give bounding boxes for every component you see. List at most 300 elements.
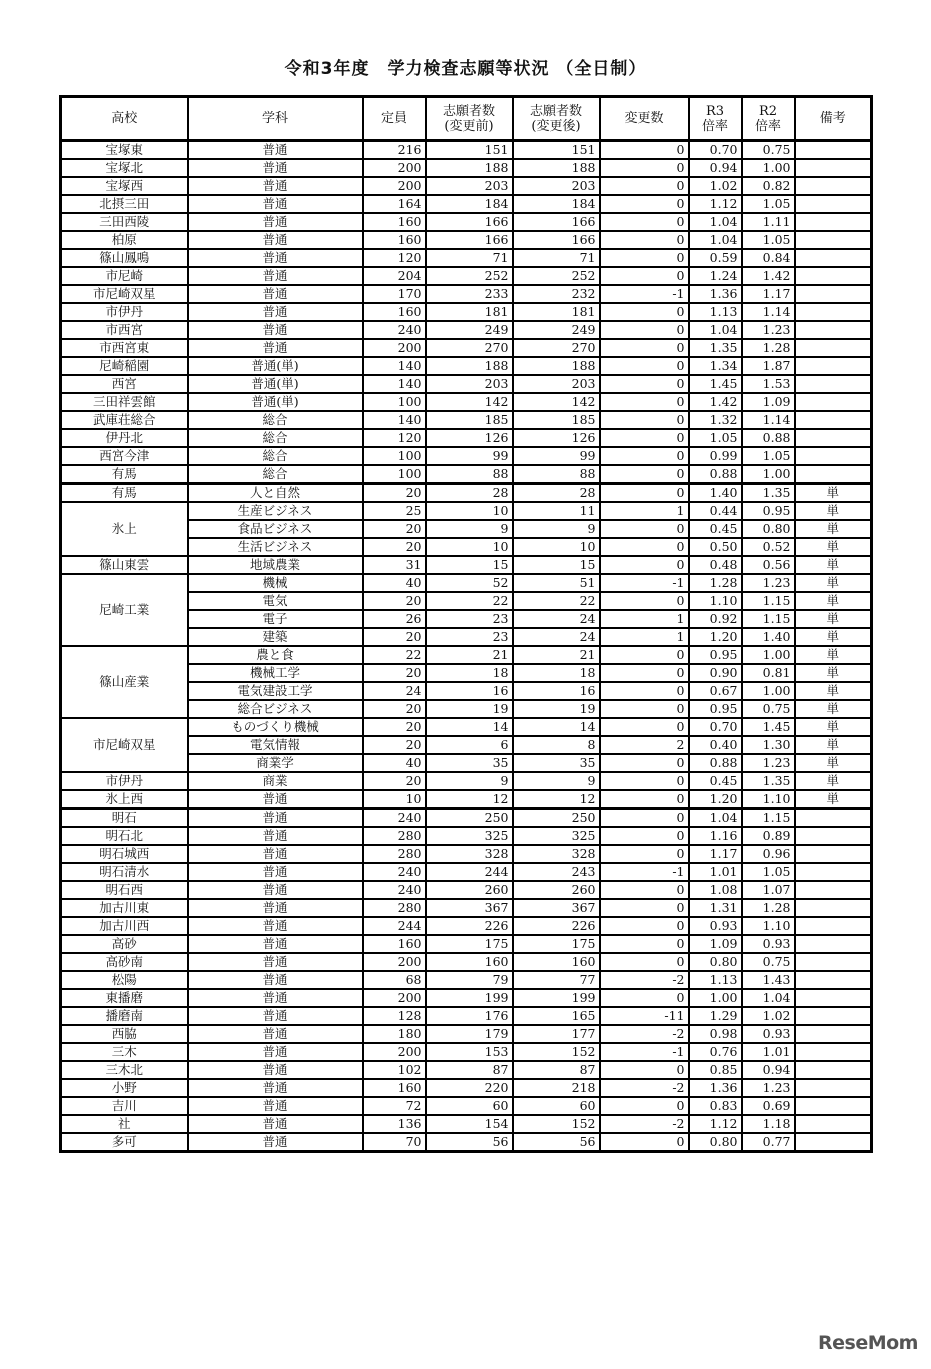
cell-r2-ratio: 0.95: [742, 502, 795, 520]
cell-capacity: 22: [363, 646, 426, 664]
cell-school: 市伊丹: [61, 303, 188, 321]
cell-note: [795, 267, 872, 285]
cell-capacity: 140: [363, 375, 426, 393]
cell-capacity: 24: [363, 682, 426, 700]
table-row: [61, 393, 872, 411]
header-change: 変更数: [600, 97, 689, 141]
cell-change: 0: [600, 249, 689, 267]
cell-department: 普通(単): [188, 375, 363, 393]
cell-capacity: 200: [363, 159, 426, 177]
cell-applicants-after: 166: [513, 231, 600, 249]
cell-applicants-after: 165: [513, 1007, 600, 1025]
cell-school: 市西宮東: [61, 339, 188, 357]
cell-capacity: 140: [363, 411, 426, 429]
cell-change: 0: [600, 303, 689, 321]
cell-applicants-before: 181: [426, 303, 513, 321]
cell-r3-ratio: 1.13: [689, 971, 742, 989]
table-row: [61, 953, 872, 971]
cell-department: 普通: [188, 917, 363, 935]
cell-department: ものづくり機械: [188, 718, 363, 736]
cell-school: 明石清水: [61, 863, 188, 881]
table-row: [61, 249, 872, 267]
cell-school: 加古川東: [61, 899, 188, 917]
cell-capacity: 200: [363, 177, 426, 195]
cell-change: 0: [600, 718, 689, 736]
cell-r2-ratio: 1.14: [742, 411, 795, 429]
cell-r2-ratio: 1.04: [742, 989, 795, 1007]
cell-change: -1: [600, 1043, 689, 1061]
cell-applicants-before: 325: [426, 827, 513, 845]
cell-note: [795, 357, 872, 375]
cell-applicants-after: 181: [513, 303, 600, 321]
cell-r3-ratio: 1.28: [689, 574, 742, 592]
cell-capacity: 160: [363, 231, 426, 249]
header-line: R3: [705, 103, 725, 119]
cell-change: -1: [600, 574, 689, 592]
cell-applicants-before: 188: [426, 159, 513, 177]
cell-applicants-before: 176: [426, 1007, 513, 1025]
cell-department: 普通: [188, 790, 363, 809]
table-row: [61, 1025, 872, 1043]
cell-change: 0: [600, 917, 689, 935]
table-row: [61, 1097, 872, 1115]
cell-r2-ratio: 0.69: [742, 1097, 795, 1115]
cell-r2-ratio: 1.35: [742, 484, 795, 503]
cell-capacity: 240: [363, 863, 426, 881]
cell-r3-ratio: 1.40: [689, 484, 742, 503]
table-row: [61, 845, 872, 863]
cell-applicants-before: 71: [426, 249, 513, 267]
cell-capacity: 100: [363, 393, 426, 411]
cell-department: 普通: [188, 231, 363, 249]
cell-r2-ratio: 1.10: [742, 790, 795, 809]
cell-school: 三田祥雲館: [61, 393, 188, 411]
cell-r3-ratio: 1.13: [689, 303, 742, 321]
cell-applicants-before: 199: [426, 989, 513, 1007]
cell-note: [795, 159, 872, 177]
cell-note: [795, 1115, 872, 1133]
cell-applicants-after: 14: [513, 718, 600, 736]
cell-department: 農と食: [188, 646, 363, 664]
cell-r2-ratio: 1.40: [742, 628, 795, 646]
cell-school: 宝塚東: [61, 141, 188, 160]
table-row: [61, 790, 872, 809]
cell-applicants-after: 9: [513, 772, 600, 790]
cell-change: 0: [600, 520, 689, 538]
cell-capacity: 280: [363, 827, 426, 845]
cell-department: 普通: [188, 303, 363, 321]
table-row: [61, 899, 872, 917]
cell-change: 0: [600, 231, 689, 249]
table-row: [61, 1043, 872, 1061]
cell-change: 0: [600, 935, 689, 953]
cell-note: 単: [795, 682, 872, 700]
cell-department: 普通: [188, 1115, 363, 1133]
cell-applicants-before: 249: [426, 321, 513, 339]
cell-change: 0: [600, 177, 689, 195]
cell-change: 0: [600, 538, 689, 556]
cell-capacity: 20: [363, 520, 426, 538]
cell-r2-ratio: 1.00: [742, 159, 795, 177]
cell-change: 0: [600, 141, 689, 160]
cell-capacity: 72: [363, 1097, 426, 1115]
cell-r2-ratio: 1.11: [742, 213, 795, 231]
cell-department: 総合: [188, 465, 363, 484]
cell-change: 0: [600, 1097, 689, 1115]
cell-note: [795, 863, 872, 881]
cell-applicants-before: 21: [426, 646, 513, 664]
cell-change: 1: [600, 628, 689, 646]
cell-change: 0: [600, 195, 689, 213]
cell-change: 0: [600, 592, 689, 610]
cell-change: 0: [600, 1061, 689, 1079]
table-row: [61, 159, 872, 177]
cell-capacity: 100: [363, 465, 426, 484]
table-row: [61, 177, 872, 195]
cell-applicants-after: 243: [513, 863, 600, 881]
cell-school: 篠山産業: [61, 646, 188, 718]
table-row: [61, 195, 872, 213]
cell-r2-ratio: 0.93: [742, 935, 795, 953]
cell-r2-ratio: 1.87: [742, 357, 795, 375]
cell-note: [795, 465, 872, 484]
cell-department: 電子: [188, 610, 363, 628]
cell-school: 氷上西: [61, 790, 188, 809]
cell-department: 普通: [188, 267, 363, 285]
cell-r3-ratio: 1.34: [689, 357, 742, 375]
cell-applicants-after: 88: [513, 465, 600, 484]
cell-note: 単: [795, 538, 872, 556]
cell-department: 総合: [188, 429, 363, 447]
cell-note: [795, 231, 872, 249]
cell-department: 普通: [188, 971, 363, 989]
header-department: 学科: [188, 97, 363, 141]
table-row: [61, 574, 872, 592]
cell-r2-ratio: 0.52: [742, 538, 795, 556]
cell-change: 0: [600, 447, 689, 465]
cell-r3-ratio: 1.00: [689, 989, 742, 1007]
cell-note: [795, 917, 872, 935]
cell-applicants-before: 87: [426, 1061, 513, 1079]
cell-r3-ratio: 0.94: [689, 159, 742, 177]
table-row: [61, 357, 872, 375]
cell-r3-ratio: 1.12: [689, 1115, 742, 1133]
header-line: R2: [758, 103, 778, 119]
cell-applicants-after: 325: [513, 827, 600, 845]
cell-note: 単: [795, 664, 872, 682]
cell-r3-ratio: 0.92: [689, 610, 742, 628]
cell-department: 建築: [188, 628, 363, 646]
table-row: [61, 827, 872, 845]
cell-change: 0: [600, 267, 689, 285]
cell-r3-ratio: 1.04: [689, 809, 742, 828]
cell-r3-ratio: 1.36: [689, 1079, 742, 1097]
cell-change: -2: [600, 971, 689, 989]
cell-r2-ratio: 1.00: [742, 646, 795, 664]
cell-school: 社: [61, 1115, 188, 1133]
cell-change: 0: [600, 790, 689, 809]
cell-r3-ratio: 0.88: [689, 465, 742, 484]
cell-department: 普通: [188, 809, 363, 828]
cell-r2-ratio: 1.05: [742, 863, 795, 881]
cell-department: 普通: [188, 159, 363, 177]
cell-r3-ratio: 1.32: [689, 411, 742, 429]
cell-capacity: 40: [363, 574, 426, 592]
table-row: [61, 1133, 872, 1152]
cell-school: 市西宮: [61, 321, 188, 339]
table-row: [61, 321, 872, 339]
cell-applicants-before: 142: [426, 393, 513, 411]
cell-school: 氷上: [61, 502, 188, 556]
cell-change: 0: [600, 989, 689, 1007]
cell-r2-ratio: 1.23: [742, 1079, 795, 1097]
cell-r3-ratio: 1.24: [689, 267, 742, 285]
cell-r3-ratio: 0.76: [689, 1043, 742, 1061]
cell-r3-ratio: 0.95: [689, 700, 742, 718]
cell-r3-ratio: 0.44: [689, 502, 742, 520]
table-row: [61, 465, 872, 484]
cell-change: 0: [600, 429, 689, 447]
cell-note: 単: [795, 700, 872, 718]
cell-note: 単: [795, 646, 872, 664]
cell-applicants-after: 18: [513, 664, 600, 682]
cell-capacity: 10: [363, 790, 426, 809]
header-capacity: 定員: [363, 97, 426, 141]
table-row: [61, 267, 872, 285]
cell-change: 0: [600, 375, 689, 393]
cell-r3-ratio: 1.08: [689, 881, 742, 899]
cell-r2-ratio: 0.81: [742, 664, 795, 682]
cell-capacity: 140: [363, 357, 426, 375]
cell-applicants-after: 15: [513, 556, 600, 574]
cell-applicants-after: 252: [513, 267, 600, 285]
cell-applicants-after: 16: [513, 682, 600, 700]
cell-applicants-after: 10: [513, 538, 600, 556]
cell-applicants-after: 328: [513, 845, 600, 863]
cell-school: 播磨南: [61, 1007, 188, 1025]
cell-applicants-before: 244: [426, 863, 513, 881]
cell-applicants-after: 8: [513, 736, 600, 754]
cell-r2-ratio: 1.30: [742, 736, 795, 754]
table-row: [61, 429, 872, 447]
table-row: [61, 285, 872, 303]
cell-r3-ratio: 1.35: [689, 339, 742, 357]
cell-applicants-after: 19: [513, 700, 600, 718]
header-applicants-after: [513, 97, 600, 141]
cell-department: 総合ビジネス: [188, 700, 363, 718]
header-applicants-before: [426, 97, 513, 141]
cell-applicants-after: 35: [513, 754, 600, 772]
cell-applicants-before: 52: [426, 574, 513, 592]
cell-school: 多可: [61, 1133, 188, 1152]
cell-capacity: 31: [363, 556, 426, 574]
table-row: [61, 718, 872, 736]
cell-capacity: 20: [363, 700, 426, 718]
header-row: [61, 97, 872, 141]
cell-department: 普通: [188, 1061, 363, 1079]
cell-department: 機械工学: [188, 664, 363, 682]
cell-applicants-after: 218: [513, 1079, 600, 1097]
cell-r2-ratio: 1.43: [742, 971, 795, 989]
cell-applicants-before: 6: [426, 736, 513, 754]
cell-r2-ratio: 1.53: [742, 375, 795, 393]
cell-change: 2: [600, 736, 689, 754]
cell-applicants-after: 203: [513, 375, 600, 393]
cell-r3-ratio: 0.48: [689, 556, 742, 574]
cell-applicants-after: 260: [513, 881, 600, 899]
cell-change: 0: [600, 393, 689, 411]
cell-school: 柏原: [61, 231, 188, 249]
cell-school: 市尼崎双星: [61, 718, 188, 772]
cell-r3-ratio: 1.02: [689, 177, 742, 195]
cell-applicants-before: 23: [426, 610, 513, 628]
cell-change: -2: [600, 1025, 689, 1043]
cell-capacity: 40: [363, 754, 426, 772]
cell-department: 普通: [188, 1097, 363, 1115]
cell-applicants-after: 160: [513, 953, 600, 971]
table-row: [61, 231, 872, 249]
cell-school: 小野: [61, 1079, 188, 1097]
cell-r2-ratio: 0.93: [742, 1025, 795, 1043]
cell-change: 0: [600, 357, 689, 375]
cell-applicants-after: 142: [513, 393, 600, 411]
cell-applicants-before: 233: [426, 285, 513, 303]
cell-change: -2: [600, 1079, 689, 1097]
cell-capacity: 20: [363, 538, 426, 556]
cell-note: [795, 971, 872, 989]
cell-change: 0: [600, 754, 689, 772]
cell-r3-ratio: 1.29: [689, 1007, 742, 1025]
cell-applicants-before: 154: [426, 1115, 513, 1133]
cell-applicants-after: 166: [513, 213, 600, 231]
cell-school: 三木北: [61, 1061, 188, 1079]
cell-applicants-before: 250: [426, 809, 513, 828]
cell-applicants-before: 15: [426, 556, 513, 574]
cell-capacity: 170: [363, 285, 426, 303]
cell-capacity: 180: [363, 1025, 426, 1043]
cell-department: 普通: [188, 1007, 363, 1025]
cell-applicants-after: 87: [513, 1061, 600, 1079]
cell-r2-ratio: 1.42: [742, 267, 795, 285]
cell-r2-ratio: 1.09: [742, 393, 795, 411]
cell-school: 三木: [61, 1043, 188, 1061]
table-body: [61, 141, 872, 1152]
cell-applicants-after: 184: [513, 195, 600, 213]
cell-applicants-before: 88: [426, 465, 513, 484]
cell-department: 電気建設工学: [188, 682, 363, 700]
cell-capacity: 200: [363, 339, 426, 357]
table-row: [61, 863, 872, 881]
cell-r3-ratio: 1.20: [689, 628, 742, 646]
cell-school: 市尼崎双星: [61, 285, 188, 303]
cell-change: -1: [600, 863, 689, 881]
cell-department: 商業学: [188, 754, 363, 772]
cell-capacity: 20: [363, 772, 426, 790]
cell-note: 単: [795, 502, 872, 520]
cell-r3-ratio: 1.04: [689, 231, 742, 249]
cell-applicants-after: 99: [513, 447, 600, 465]
cell-capacity: 204: [363, 267, 426, 285]
cell-department: 総合: [188, 411, 363, 429]
cell-applicants-before: 10: [426, 502, 513, 520]
cell-change: 0: [600, 411, 689, 429]
cell-r2-ratio: 0.75: [742, 141, 795, 160]
cell-department: 普通(単): [188, 357, 363, 375]
cell-applicants-before: 16: [426, 682, 513, 700]
cell-change: 0: [600, 953, 689, 971]
cell-capacity: 160: [363, 935, 426, 953]
cell-r3-ratio: 1.17: [689, 845, 742, 863]
cell-r2-ratio: 1.05: [742, 195, 795, 213]
cell-change: 1: [600, 502, 689, 520]
cell-r2-ratio: 0.96: [742, 845, 795, 863]
cell-applicants-before: 56: [426, 1133, 513, 1152]
cell-applicants-after: 188: [513, 357, 600, 375]
cell-capacity: 136: [363, 1115, 426, 1133]
cell-department: 普通: [188, 989, 363, 1007]
table-row: [61, 1079, 872, 1097]
cell-applicants-before: 175: [426, 935, 513, 953]
cell-note: [795, 881, 872, 899]
table-row: [61, 646, 872, 664]
header-line: 志願者数: [442, 103, 495, 119]
cell-applicants-after: 232: [513, 285, 600, 303]
cell-note: 単: [795, 556, 872, 574]
cell-school: 市尼崎: [61, 267, 188, 285]
cell-applicants-after: 199: [513, 989, 600, 1007]
cell-r2-ratio: 1.07: [742, 881, 795, 899]
cell-r3-ratio: 0.98: [689, 1025, 742, 1043]
cell-school: 市伊丹: [61, 772, 188, 790]
cell-r2-ratio: 0.80: [742, 520, 795, 538]
cell-capacity: 102: [363, 1061, 426, 1079]
cell-r3-ratio: 0.88: [689, 754, 742, 772]
cell-applicants-before: 260: [426, 881, 513, 899]
cell-r3-ratio: 1.05: [689, 429, 742, 447]
cell-note: 単: [795, 790, 872, 809]
cell-r2-ratio: 1.05: [742, 447, 795, 465]
cell-department: 電気: [188, 592, 363, 610]
cell-r2-ratio: 0.88: [742, 429, 795, 447]
table-row: [61, 339, 872, 357]
cell-school: 明石: [61, 809, 188, 828]
table-row: [61, 141, 872, 160]
cell-capacity: 160: [363, 1079, 426, 1097]
table-row: [61, 1061, 872, 1079]
cell-department: 普通: [188, 177, 363, 195]
cell-school: 宝塚北: [61, 159, 188, 177]
cell-note: 単: [795, 628, 872, 646]
cell-department: 人と自然: [188, 484, 363, 503]
cell-capacity: 280: [363, 899, 426, 917]
cell-department: 普通: [188, 845, 363, 863]
cell-capacity: 70: [363, 1133, 426, 1152]
cell-capacity: 200: [363, 953, 426, 971]
table-row: [61, 1115, 872, 1133]
cell-school: 武庫荘総合: [61, 411, 188, 429]
cell-r2-ratio: 0.94: [742, 1061, 795, 1079]
header-school: 高校: [61, 97, 188, 141]
cell-capacity: 240: [363, 881, 426, 899]
cell-capacity: 20: [363, 484, 426, 503]
cell-school: 吉川: [61, 1097, 188, 1115]
cell-applicants-after: 12: [513, 790, 600, 809]
cell-capacity: 25: [363, 502, 426, 520]
cell-school: 明石西: [61, 881, 188, 899]
resemom-logo: ReseMom: [818, 1332, 918, 1354]
cell-applicants-after: 185: [513, 411, 600, 429]
cell-applicants-before: 270: [426, 339, 513, 357]
